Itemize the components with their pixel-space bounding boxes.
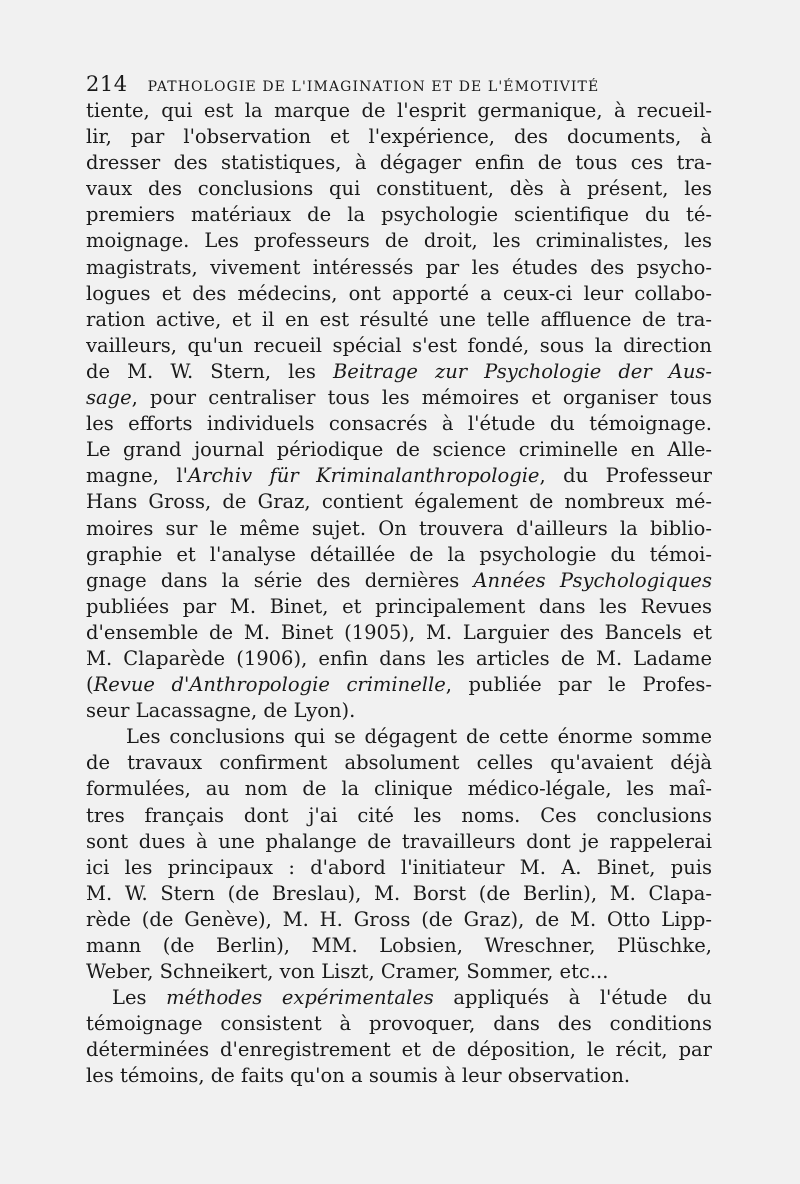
line-text: moignage. Les professeurs de droit, les criminalistes, les	[86, 229, 712, 253]
line-text: , pour centraliser tous les mémoires et organiser tous	[131, 386, 712, 410]
line-text: , du Professeur	[539, 464, 712, 488]
line-text: lir, par l'observation et l'expérience, des documents, à	[86, 125, 712, 149]
text-line	[86, 489, 712, 515]
page-number: 214	[86, 72, 128, 96]
text-line	[86, 281, 712, 307]
text-line	[86, 933, 712, 959]
text-line	[86, 985, 712, 1011]
line-text: témoignage consistent à provoquer, dans des conditions	[86, 1012, 712, 1036]
italic-text: Années Psychologiques	[473, 568, 712, 592]
text-line	[86, 620, 712, 646]
text-line	[86, 672, 712, 698]
text-line	[86, 333, 712, 359]
text-line	[86, 176, 712, 202]
line-text: d'ensemble de M. Binet (1905), M. Larguier des Bancels et	[86, 620, 712, 644]
line-text: vailleurs, qu'un recueil spécial s'est fondé, sous la direction	[86, 333, 712, 357]
text-line	[86, 98, 712, 124]
line-text: de travaux confirment absolument celles qu'avaient déjà	[86, 751, 712, 775]
text-line	[86, 542, 712, 568]
text-line	[86, 516, 712, 542]
text-line	[86, 1063, 712, 1089]
text-line	[86, 803, 712, 829]
line-text: déterminées d'enregistrement et de déposition, le récit, par	[86, 1038, 712, 1062]
text-line	[86, 437, 712, 463]
page-header	[86, 72, 686, 96]
text-line	[86, 698, 712, 724]
text-line	[86, 724, 712, 750]
line-text: sont dues à une phalange de travailleurs dont je rappelerai	[86, 829, 712, 853]
line-text: rède (de Genève), M. H. Gross (de Graz), de M. Otto Lipp-	[86, 907, 712, 931]
line-text: ici les principaux : d'abord l'initiateur M. A. Binet, puis	[86, 855, 712, 879]
line-text: ration active, et il en est résulté une telle affluence de tra-	[86, 307, 712, 331]
text-line	[86, 881, 712, 907]
text-line	[86, 463, 712, 489]
line-text: appliqués à l'étude du	[433, 986, 712, 1010]
line-text: mann (de Berlin), MM. Lobsien, Wreschner, Plüschke,	[86, 934, 712, 957]
line-text: publiées par M. Binet, et principalement dans les Revues	[86, 594, 712, 618]
text-line	[86, 907, 712, 933]
text-line	[86, 1037, 712, 1063]
line-text: (	[86, 673, 94, 697]
italic-text: Beitrage zur Psychologie der Aus-	[332, 359, 712, 383]
italic-text: Archiv für Kriminalanthropologie	[187, 464, 540, 488]
line-text: magistrats, vivement intéressés par les études des psycho-	[86, 255, 712, 279]
text-line	[86, 855, 712, 881]
line-text: M. W. Stern (de Breslau), M. Borst (de Berlin), M. Clapa-	[86, 881, 712, 905]
text-line	[86, 307, 712, 333]
text-line	[86, 228, 712, 254]
line-text: gnage dans la série des dernières	[86, 568, 474, 592]
line-text: Les	[112, 986, 167, 1010]
line-text: logues et des médecins, ont apporté a ceux-ci leur collabo-	[86, 281, 712, 305]
text-line	[86, 150, 712, 176]
line-text: seur Lacassagne, de Lyon).	[86, 699, 356, 723]
line-text: graphie et l'analyse détaillée de la psychologie du témoi-	[86, 542, 712, 566]
line-text: , publiée par le Profes-	[445, 673, 712, 697]
text-line	[86, 202, 712, 228]
line-text: dresser des statistiques, à dégager enfin de tous ces tra-	[86, 151, 712, 175]
text-line	[86, 568, 712, 594]
text-line	[86, 1011, 712, 1037]
line-text: Weber, Schneikert, von Liszt, Cramer, Sommer, etc...	[86, 960, 609, 984]
text-line	[86, 776, 712, 802]
line-text: de M. W. Stern, les	[86, 359, 333, 383]
text-line	[86, 594, 712, 620]
line-text: tiente, qui est la marque de l'esprit germanique, à recueil-	[86, 99, 712, 122]
line-text: magne, l'	[86, 464, 188, 488]
line-text: Les conclusions qui se dégagent de cette énorme somme	[126, 725, 712, 749]
line-text: Hans Gross, de Graz, contient également de nombreux mé-	[86, 490, 712, 514]
body-text	[86, 98, 712, 1090]
italic-text: Revue d'Anthropologie criminelle	[93, 673, 446, 697]
text-line	[86, 750, 712, 776]
line-text: les efforts individuels consacrés à l'étude du témoignage.	[86, 412, 712, 436]
text-line	[86, 385, 712, 411]
text-line	[86, 255, 712, 281]
line-text: vaux des conclusions qui constituent, dès à présent, les	[86, 177, 712, 201]
running-title: PATHOLOGIE DE L'IMAGINATION ET DE L'ÉMOTIVITÉ	[147, 79, 600, 95]
text-line	[86, 646, 712, 672]
line-text: formulées, au nom de la clinique médico-légale, les maî-	[86, 777, 712, 801]
italic-text: méthodes expérimentales	[166, 986, 434, 1010]
line-text: moires sur le même sujet. On trouvera d'ailleurs la biblio-	[86, 516, 712, 540]
text-line	[86, 959, 712, 985]
text-line	[86, 829, 712, 855]
line-text: tres français dont j'ai cité les noms. Ces conclusions	[86, 803, 712, 827]
line-text: premiers matériaux de la psychologie scientifique du té-	[86, 203, 712, 227]
line-text: M. Claparède (1906), enfin dans les articles de M. Ladame	[86, 646, 712, 670]
text-line	[86, 411, 712, 437]
text-line	[86, 359, 712, 385]
line-text: les témoins, de faits qu'on a soumis à leur observation.	[86, 1064, 631, 1088]
italic-text: sage	[86, 386, 132, 410]
line-text: Le grand journal périodique de science criminelle en Alle-	[86, 438, 712, 462]
text-line	[86, 124, 712, 150]
